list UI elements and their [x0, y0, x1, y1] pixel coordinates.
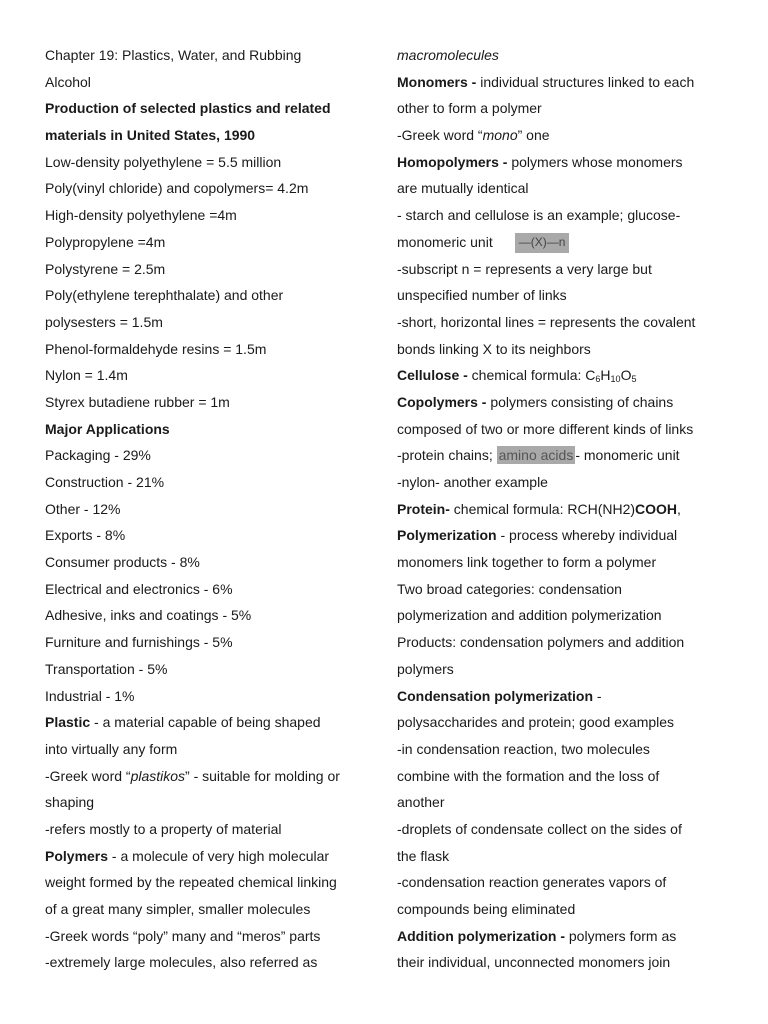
- formula-part: O: [620, 367, 632, 384]
- text-line: [45, 122, 375, 149]
- text-line: [397, 149, 732, 176]
- body-text: polysesters = 1.5m: [45, 313, 163, 330]
- text-line: [397, 576, 732, 603]
- body-text: other to form a polymer: [397, 100, 542, 117]
- body-text: - starch and cellulose is an example; glucose-: [397, 207, 681, 224]
- body-text: polymers consisting of chains: [486, 393, 674, 410]
- body-text: polysaccharides and protein; good examples: [397, 714, 675, 731]
- text-line: [45, 95, 375, 122]
- bold-text: Polymerization: [397, 527, 497, 544]
- bold-text: Cellulose -: [397, 367, 468, 384]
- italic-text: plastikos: [130, 767, 186, 784]
- body-text: - a molecule of very high molecular: [108, 847, 330, 864]
- text-line: [45, 389, 375, 416]
- bold-text: Protein-: [397, 500, 450, 517]
- text-line: [397, 896, 732, 923]
- body-text: -subscript n = represents a very large but: [397, 260, 652, 277]
- text-line: [397, 362, 732, 389]
- text-line: [45, 656, 375, 683]
- body-text: Two broad categories: condensation: [397, 580, 622, 597]
- text-line: [397, 709, 732, 736]
- body-text: - monomeric unit: [575, 447, 680, 464]
- body-text: - process whereby individual: [496, 527, 678, 544]
- body-text: composed of two or more different kinds of links: [397, 420, 694, 437]
- text-line: [397, 416, 732, 443]
- text-line: [45, 923, 375, 950]
- body-text: Alcohol: [45, 73, 91, 90]
- italic-text: macromolecules: [397, 47, 499, 63]
- body-text: Electrical and electronics - 6%: [45, 580, 233, 597]
- text-line: [45, 69, 375, 96]
- body-text: weight formed by the repeated chemical linking: [45, 874, 337, 891]
- text-line: [45, 522, 375, 549]
- text-line: [397, 282, 732, 309]
- bold-text: Copolymers -: [397, 393, 487, 410]
- text-line: [45, 496, 375, 523]
- text-line: [397, 69, 732, 96]
- text-line: [45, 896, 375, 923]
- body-text: Chapter 19: Plastics, Water, and Rubbing: [45, 47, 302, 63]
- text-line: [397, 256, 732, 283]
- body-text: Low-density polyethylene = 5.5 million: [45, 153, 282, 170]
- body-text: Products: condensation polymers and addition: [397, 634, 685, 651]
- bold-text: materials in United States, 1990: [45, 127, 256, 144]
- body-text: High-density polyethylene =4m: [45, 207, 237, 224]
- text-line: [397, 469, 732, 496]
- text-line: [397, 736, 732, 763]
- bold-text: Addition polymerization -: [397, 927, 565, 944]
- text-line: [397, 389, 732, 416]
- text-line: [45, 149, 375, 176]
- body-text: of a great many simpler, smaller molecules: [45, 901, 311, 917]
- highlighted-text: amino acids: [498, 447, 574, 464]
- body-text: polymers whose monomers: [507, 153, 683, 170]
- text-line: [45, 602, 375, 629]
- text-line: [397, 522, 732, 549]
- body-text: -refers mostly to a property of material: [45, 820, 282, 837]
- bold-text: Plastic: [45, 714, 91, 731]
- text-line: [45, 629, 375, 656]
- text-line: [397, 656, 732, 683]
- body-text: Poly(ethylene terephthalate) and other: [45, 287, 284, 304]
- text-line: [45, 576, 375, 603]
- body-text: chemical formula:: [467, 367, 586, 384]
- text-line: [45, 282, 375, 309]
- body-text: Consumer products - 8%: [45, 554, 200, 571]
- right-column: [397, 42, 732, 976]
- bold-text: Monomers -: [397, 73, 477, 90]
- body-text: -in condensation reaction, two molecules: [397, 740, 650, 757]
- bold-text: Major Applications: [45, 420, 170, 437]
- body-text: Nylon = 1.4m: [45, 367, 128, 384]
- body-text: compounds being eliminated: [397, 901, 576, 917]
- text-line: [397, 496, 732, 523]
- body-text: polymerization and addition polymerization: [397, 607, 662, 624]
- body-text: Packaging - 29%: [45, 447, 151, 464]
- body-text: Construction - 21%: [45, 474, 165, 490]
- text-line: [397, 336, 732, 363]
- text-line: [45, 202, 375, 229]
- body-text: Exports - 8%: [45, 527, 126, 544]
- body-text: shaping: [45, 794, 95, 811]
- text-line: [45, 789, 375, 816]
- text-line: [45, 869, 375, 896]
- polymer-notation-image: —(X)—n: [515, 233, 570, 253]
- text-line: [397, 869, 732, 896]
- text-line: [397, 229, 732, 256]
- text-line: [45, 843, 375, 870]
- formula-part: C: [585, 367, 596, 384]
- body-text: chemical formula: RCH(NH2): [449, 500, 636, 517]
- text-line: [397, 949, 732, 976]
- text-line: [45, 763, 375, 790]
- text-line: [45, 442, 375, 469]
- body-text: polymers form as: [565, 927, 677, 944]
- bold-text: Polymers: [45, 847, 109, 864]
- text-line: [397, 923, 732, 950]
- body-text: bonds linking X to its neighbors: [397, 340, 591, 357]
- bold-text: COOH: [635, 500, 678, 517]
- body-text: -condensation reaction generates vapors of: [397, 874, 667, 891]
- text-line: [397, 789, 732, 816]
- text-line: [397, 843, 732, 870]
- bold-text: Homopolymers -: [397, 153, 508, 170]
- body-text: are mutually identical: [397, 180, 529, 197]
- body-text: Polystyrene = 2.5m: [45, 260, 166, 277]
- text-line: [397, 442, 732, 469]
- text-line: [397, 122, 732, 149]
- body-text: combine with the formation and the loss of: [397, 767, 660, 784]
- text-line: [45, 175, 375, 202]
- text-line: [397, 202, 732, 229]
- text-line: [45, 362, 375, 389]
- body-text: Phenol-formaldehyde resins = 1.5m: [45, 340, 267, 357]
- text-line: [45, 949, 375, 976]
- bold-text: Production of selected plastics and related: [45, 100, 331, 117]
- text-line: [45, 229, 375, 256]
- text-line: [397, 309, 732, 336]
- formula-part: H: [600, 367, 611, 384]
- formula-part: 10: [610, 374, 621, 385]
- body-text: Polypropylene =4m: [45, 233, 166, 250]
- body-text: Adhesive, inks and coatings - 5%: [45, 607, 252, 624]
- text-line: [45, 42, 375, 69]
- text-line: [397, 683, 732, 710]
- text-line: [45, 256, 375, 283]
- body-text: -short, horizontal lines = represents the covalent: [397, 313, 696, 330]
- body-text: - a material capable of being shaped: [90, 714, 321, 731]
- body-text: Industrial - 1%: [45, 687, 135, 704]
- text-line: [45, 336, 375, 363]
- text-line: [45, 683, 375, 710]
- text-line: [45, 309, 375, 336]
- body-text: -protein chains;: [397, 447, 497, 464]
- text-line: [45, 816, 375, 843]
- body-text: monomers link together to form a polymer: [397, 554, 657, 571]
- text-line: [397, 629, 732, 656]
- body-text: ,: [677, 500, 681, 517]
- body-text: Styrex butadiene rubber = 1m: [45, 393, 230, 410]
- body-text: ” one: [517, 127, 550, 144]
- italic-text: mono: [482, 127, 518, 144]
- text-line: [397, 763, 732, 790]
- formula-part: 5: [631, 374, 637, 385]
- body-text: individual structures linked to each: [476, 73, 695, 90]
- body-text: -: [593, 687, 602, 704]
- text-line: [397, 549, 732, 576]
- text-line: [397, 175, 732, 202]
- text-line: [45, 416, 375, 443]
- body-text: Poly(vinyl chloride) and copolymers= 4.2m: [45, 180, 309, 197]
- body-text: -droplets of condensate collect on the sides of: [397, 820, 682, 837]
- body-text: -Greek word “: [397, 127, 483, 144]
- chemical-formula: [585, 367, 636, 383]
- body-text: ” - suitable for molding or: [185, 767, 340, 784]
- body-text: their individual, unconnected monomers join: [397, 954, 671, 971]
- text-line: [397, 42, 732, 69]
- left-column: [45, 42, 375, 976]
- body-text: monomeric unit: [397, 233, 493, 250]
- text-line: [45, 469, 375, 496]
- body-text: polymers: [397, 660, 454, 677]
- body-text: Other - 12%: [45, 500, 121, 517]
- text-line: [45, 709, 375, 736]
- formula-part: 6: [595, 374, 601, 385]
- body-text: unspecified number of links: [397, 287, 567, 304]
- text-line: [45, 549, 375, 576]
- body-text: another: [397, 794, 445, 811]
- body-text: -Greek word “: [45, 767, 131, 784]
- text-line: [397, 816, 732, 843]
- body-text: Furniture and furnishings - 5%: [45, 634, 233, 651]
- body-text: -extremely large molecules, also referred as: [45, 954, 318, 971]
- body-text: into virtually any form: [45, 740, 178, 757]
- text-line: [45, 736, 375, 763]
- body-text: Transportation - 5%: [45, 660, 168, 677]
- bold-text: Condensation polymerization: [397, 687, 594, 704]
- body-text: the flask: [397, 847, 450, 864]
- body-text: -Greek words “poly” many and “meros” parts: [45, 927, 321, 944]
- text-line: [397, 95, 732, 122]
- body-text: -nylon- another example: [397, 474, 548, 490]
- text-line: [397, 602, 732, 629]
